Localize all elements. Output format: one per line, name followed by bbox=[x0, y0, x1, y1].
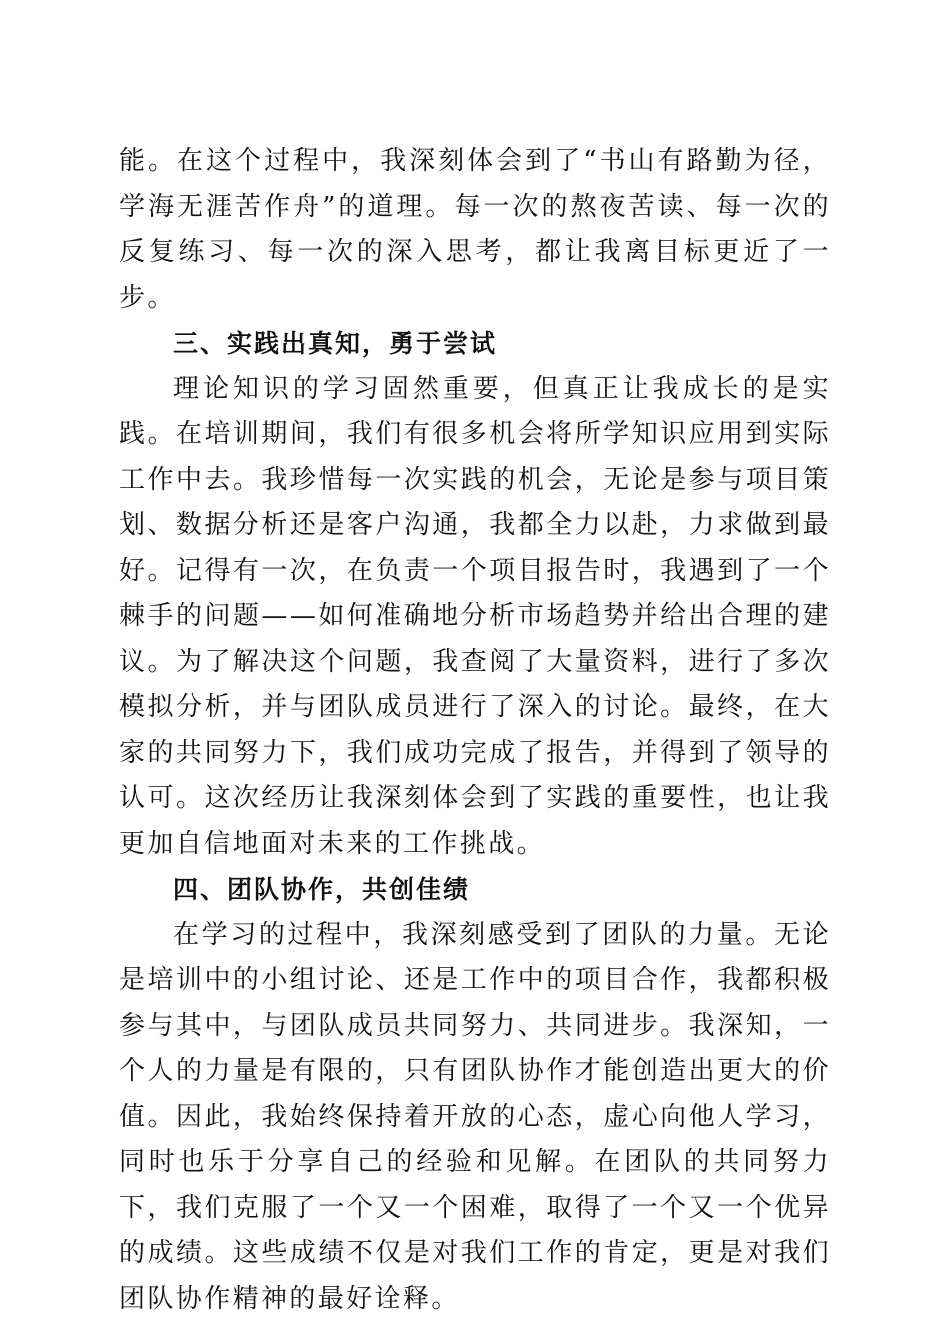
paragraph-teamwork: 在学习的过程中，我深刻感受到了团队的力量。无论是培训中的小组讨论、还是工作中的项目合作，我都积极参与其中，与团队成员共同努力、共同进步。我深知，一个人的力量是有限的，只有团队协作才能创造出更大的价值。因此，我始终保持着开放的心态，虚心向他人学习，同时也乐于分享自己的经验和见解。在团队的共同努力下，我们克服了一个又一个困难，取得了一个又一个优异的成绩。这些成绩不仅是对我们工作的肯定，更是对我们团队协作精神的最好诠释。 bbox=[119, 919, 831, 1314]
section-heading-four: 四、团队协作，共创佳绩 bbox=[173, 875, 471, 904]
section-heading-three: 三、实践出真知，勇于尝试 bbox=[173, 329, 498, 358]
document-body bbox=[119, 139, 831, 1322]
paragraph-practice: 理论知识的学习固然重要，但真正让我成长的是实践。在培训期间，我们有很多机会将所学知识应用到实际工作中去。我珍惜每一次实践的机会，无论是参与项目策划、数据分析还是客户沟通，我都全力以赴，力求做到最好。记得有一次，在负责一个项目报告时，我遇到了一个棘手的问题——如何准确地分析市场趋势并给出合理的建议。为了解决这个问题，我查阅了大量资料，进行了多次模拟分析，并与团队成员进行了深入的讨论。最终，在大家的共同努力下，我们成功完成了报告，并得到了领导的认可。这次经历让我深刻体会到了实践的重要性，也让我更加自信地面对未来的工作挑战。 bbox=[119, 373, 831, 859]
paragraph-continuation: 能。在这个过程中，我深刻体会到了“书山有路勤为径，学海无涯苦作舟”的道理。每一次的熬夜苦读、每一次的反复练习、每一次的深入思考，都让我离目标更近了一步。 bbox=[119, 146, 831, 313]
